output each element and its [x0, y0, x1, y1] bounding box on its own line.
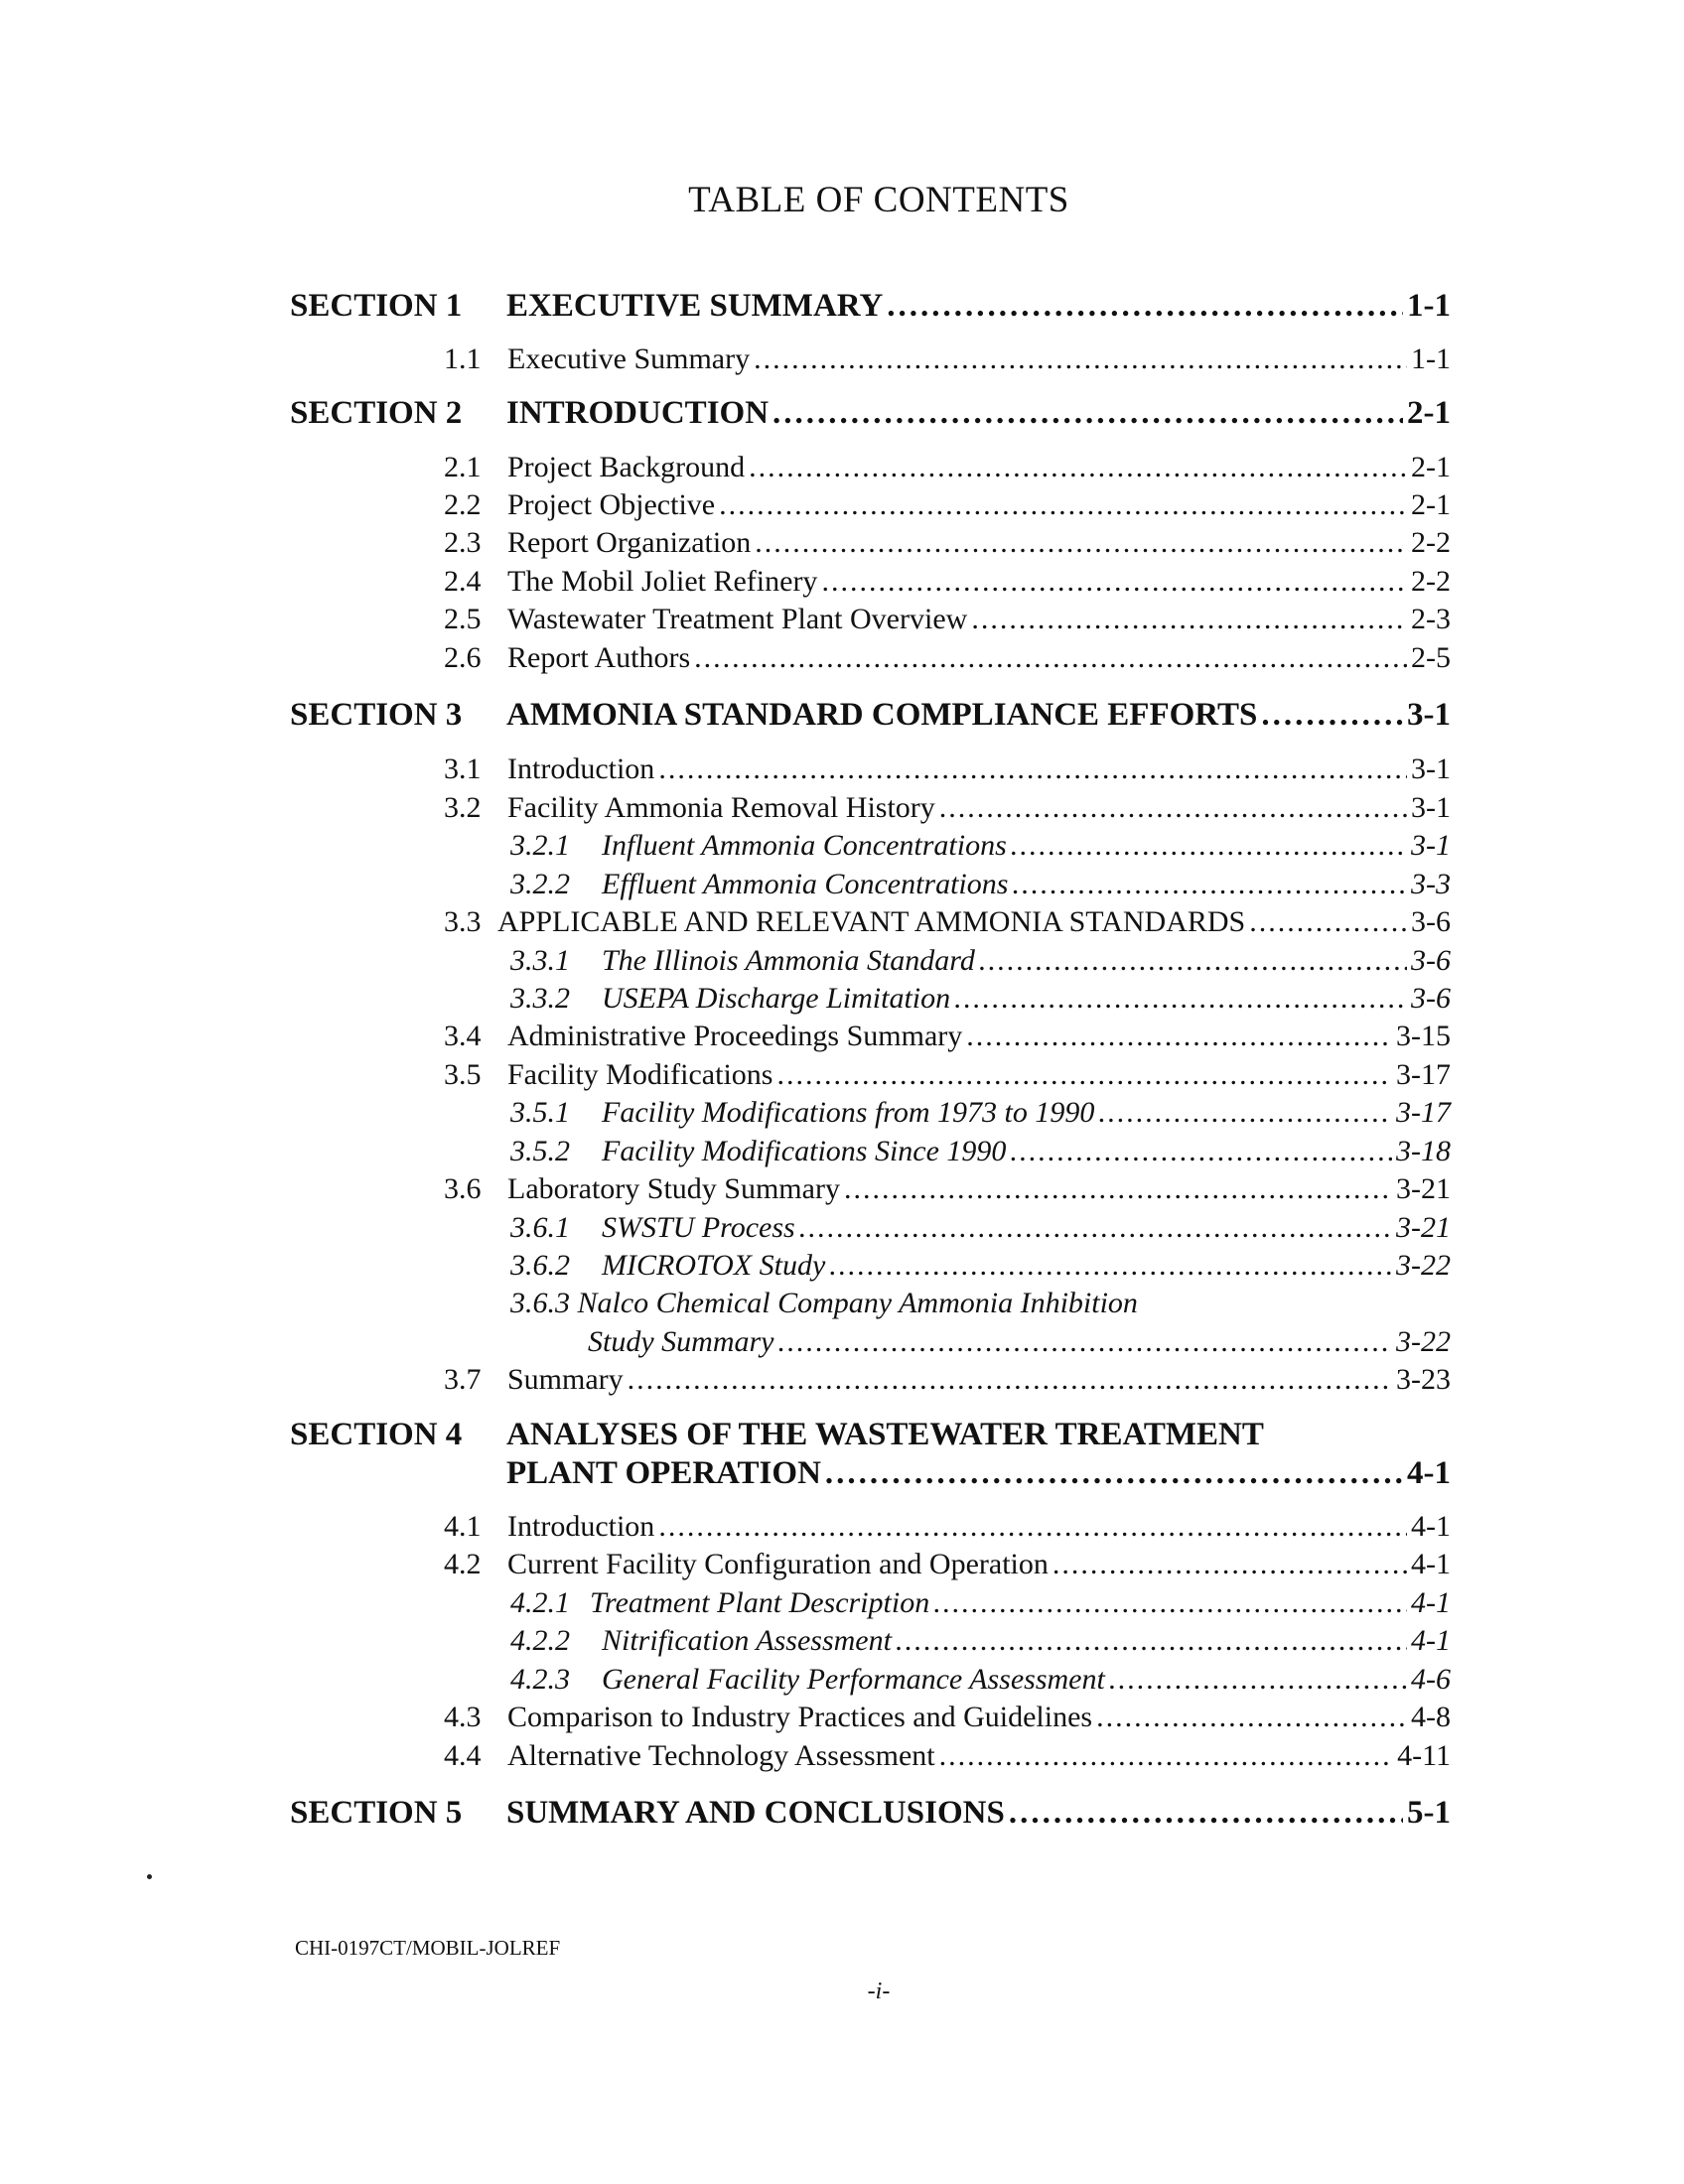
section-title-text: SUMMARY AND CONCLUSIONS [506, 1795, 1005, 1831]
page-ref: 1-1 [1411, 342, 1451, 375]
section-title-text: PLANT OPERATION [506, 1455, 821, 1491]
entry-number: 2.3 [444, 526, 482, 559]
toc-entry-4-1[interactable] [444, 1510, 1451, 1544]
entry-number: 3.2.2 [510, 868, 570, 900]
entry-text: Facility Modifications [507, 1058, 773, 1091]
entry-text: Project Background [507, 451, 746, 483]
dot-leader [1010, 1135, 1392, 1168]
entry-number: 3.2.1 [510, 829, 570, 862]
toc-entry-2-3[interactable] [444, 526, 1451, 560]
entry-text: Facility Modifications from 1973 to 1990 [602, 1096, 1095, 1129]
dot-leader [844, 1172, 1392, 1206]
dot-leader [755, 526, 1407, 560]
toc-entry-3-6-1[interactable] [510, 1211, 1451, 1245]
section-4-label: SECTION 4 [290, 1417, 463, 1452]
entry-text: USEPA Discharge Limitation [602, 982, 951, 1015]
toc-entry-3-2[interactable] [444, 791, 1451, 825]
toc-entry-4-3[interactable] [444, 1701, 1451, 1734]
document-code: CHI-0197CT/MOBIL-JOLREF [295, 1936, 561, 1960]
entry-text: Laboratory Study Summary [507, 1172, 840, 1205]
dot-leader [799, 1211, 1392, 1245]
entry-text: Administrative Proceedings Summary [507, 1020, 963, 1052]
entry-text: Nalco Chemical Company Ammonia Inhibition [577, 1287, 1138, 1319]
dot-leader [772, 395, 1403, 432]
section-3-label: SECTION 3 [290, 697, 463, 733]
entry-number: 2.4 [444, 565, 482, 598]
toc-entry-3-2-2[interactable] [510, 868, 1451, 901]
toc-entry-3-3-1[interactable] [510, 944, 1451, 978]
dot-leader [1109, 1663, 1407, 1697]
toc-entry-3-5-1[interactable] [510, 1096, 1451, 1130]
dot-leader [1011, 829, 1407, 863]
dot-leader [1012, 868, 1407, 901]
section-5-title[interactable] [506, 1795, 1451, 1832]
dot-leader [954, 982, 1407, 1016]
page-ref: 3-1 [1411, 829, 1451, 862]
entry-number: 3.3.1 [510, 944, 570, 977]
toc-entry-3-6-2[interactable] [510, 1249, 1451, 1283]
page-ref: 2-1 [1407, 395, 1451, 431]
section-1-label: SECTION 1 [290, 288, 463, 324]
toc-entry-3-2-1[interactable] [510, 829, 1451, 863]
page-ref: 3-1 [1407, 697, 1451, 733]
entry-text: Facility Ammonia Removal History [507, 791, 935, 824]
page-ref: 4-1 [1407, 1455, 1451, 1491]
page-ref: 1-1 [1407, 288, 1451, 324]
dot-leader [658, 1510, 1407, 1544]
stray-mark [147, 1874, 152, 1879]
page-ref: 4-1 [1411, 1548, 1451, 1580]
entry-number: 1.1 [444, 342, 482, 375]
dot-leader [939, 1739, 1394, 1773]
entry-number: 3.3.2 [510, 982, 570, 1015]
entry-number: 4.4 [444, 1739, 482, 1772]
entry-text: Facility Modifications Since 1990 [602, 1135, 1007, 1167]
toc-entry-3-3-2[interactable] [510, 982, 1451, 1016]
entry-text: General Facility Performance Assessment [602, 1663, 1105, 1696]
toc-entry-3-4[interactable] [444, 1020, 1451, 1053]
dot-leader [979, 944, 1407, 978]
toc-entry-3-6-3-line2[interactable] [588, 1325, 1451, 1359]
entry-number: 2.1 [444, 451, 482, 483]
entry-text: Introduction [507, 1510, 655, 1543]
toc-entry-4-2-2[interactable] [510, 1624, 1451, 1658]
page-ref: 3-6 [1411, 982, 1451, 1015]
entry-text: Study Summary [588, 1325, 774, 1358]
toc-entry-2-1[interactable] [444, 451, 1451, 484]
dot-leader [896, 1624, 1407, 1658]
toc-entry-2-2[interactable] [444, 488, 1451, 522]
section-4-title-line1: ANALYSES OF THE WASTEWATER TREATMENT [506, 1417, 1264, 1452]
dot-leader [933, 1586, 1407, 1620]
page-ref: 3-23 [1396, 1363, 1451, 1396]
page-ref: 4-1 [1411, 1624, 1451, 1657]
page-title: TABLE OF CONTENTS [688, 180, 1069, 220]
entry-number: 3.7 [444, 1363, 482, 1396]
dot-leader [829, 1249, 1392, 1283]
page-ref: 3-3 [1411, 868, 1451, 900]
page-ref: 2-1 [1411, 451, 1451, 483]
page-ref: 3-15 [1396, 1020, 1451, 1052]
toc-entry-3-1[interactable] [444, 752, 1451, 786]
toc-entry-2-5[interactable] [444, 603, 1451, 636]
toc-entry-4-4[interactable] [444, 1739, 1451, 1773]
dot-leader [749, 451, 1407, 484]
dot-leader [966, 1020, 1392, 1053]
dot-leader [1098, 1096, 1392, 1130]
page-ref: 3-1 [1411, 752, 1451, 785]
page-ref: 3-21 [1396, 1211, 1451, 1244]
dot-leader [777, 1325, 1392, 1359]
entry-text: APPLICABLE AND RELEVANT AMMONIA STANDARDS [497, 905, 1246, 938]
section-title-text: INTRODUCTION [506, 395, 770, 431]
entry-number: 4.2.1 [510, 1586, 570, 1619]
entry-text: Treatment Plant Description [590, 1586, 930, 1619]
page-ref: 2-5 [1411, 641, 1451, 674]
toc-entry-2-4[interactable] [444, 565, 1451, 599]
page-ref: 4-8 [1411, 1701, 1451, 1733]
toc-entry-3-7[interactable] [444, 1363, 1451, 1397]
page-ref: 4-6 [1411, 1663, 1451, 1696]
page-ref: 4-1 [1411, 1586, 1451, 1619]
entry-text: Alternative Technology Assessment [507, 1739, 935, 1772]
entry-number: 3.1 [444, 752, 482, 785]
dot-leader [887, 288, 1403, 325]
toc-entry-3-5[interactable] [444, 1058, 1451, 1092]
entry-text: Current Facility Configuration and Operation [507, 1548, 1049, 1580]
dot-leader [694, 641, 1407, 675]
dot-leader [1096, 1701, 1407, 1734]
toc-entry-4-2[interactable] [444, 1548, 1451, 1581]
section-2-label: SECTION 2 [290, 395, 463, 431]
dot-leader [1261, 697, 1403, 734]
entry-number: 3.6.3 [510, 1287, 570, 1319]
entry-text: Executive Summary [507, 342, 751, 375]
toc-entry-4-2-1[interactable] [510, 1586, 1451, 1620]
entry-number: 3.6 [444, 1172, 482, 1205]
page-ref: 2-3 [1411, 603, 1451, 635]
entry-number: 3.5.2 [510, 1135, 570, 1167]
entry-number: 3.4 [444, 1020, 482, 1052]
page-ref: 3-6 [1411, 905, 1451, 938]
entry-text: Project Objective [507, 488, 716, 521]
entry-number: 3.6.2 [510, 1249, 570, 1282]
dot-leader [821, 565, 1407, 599]
entry-number: 4.2.3 [510, 1663, 570, 1696]
entry-text: Introduction [507, 752, 655, 785]
page-ref: 2-1 [1411, 488, 1451, 521]
entry-text: MICROTOX Study [602, 1249, 826, 1282]
entry-text: Comparison to Industry Practices and Guidelines [507, 1701, 1093, 1733]
page-ref: 3-17 [1396, 1096, 1451, 1129]
entry-number: 4.2 [444, 1548, 482, 1580]
dot-leader [825, 1455, 1403, 1492]
page-ref: 3-22 [1396, 1325, 1451, 1358]
entry-number: 3.6.1 [510, 1211, 570, 1244]
toc-entry-3-3[interactable] [444, 905, 1451, 939]
entry-number: 3.3 [444, 905, 482, 938]
entry-text: Report Organization [507, 526, 752, 559]
toc-entry-1-1[interactable] [444, 342, 1451, 376]
dot-leader [1052, 1548, 1407, 1581]
section-2-title[interactable] [506, 395, 1451, 432]
toc-entry-3-6-3-line1[interactable] [510, 1287, 1138, 1320]
entry-text: The Mobil Joliet Refinery [507, 565, 818, 598]
section-title-text: EXECUTIVE SUMMARY [506, 288, 884, 324]
section-1-title[interactable] [506, 288, 1451, 325]
section-4-title[interactable] [506, 1455, 1451, 1492]
entry-number: 4.1 [444, 1510, 482, 1543]
dot-leader [971, 603, 1407, 636]
entry-number: 2.2 [444, 488, 482, 521]
toc-entry-4-2-3[interactable] [510, 1663, 1451, 1697]
page-ref: 2-2 [1411, 526, 1451, 559]
toc-entry-3-5-2[interactable] [510, 1135, 1451, 1168]
entry-number: 3.5.1 [510, 1096, 570, 1129]
page-ref: 3-1 [1411, 791, 1451, 824]
entry-text: Wastewater Treatment Plant Overview [507, 603, 968, 635]
entry-number: 4.3 [444, 1701, 482, 1733]
entry-number: 2.6 [444, 641, 482, 674]
page-ref: 2-2 [1411, 565, 1451, 598]
page-number: -i- [867, 1979, 891, 2004]
dot-leader [776, 1058, 1392, 1092]
dot-leader [1249, 905, 1407, 939]
page-ref: 5-1 [1407, 1795, 1451, 1831]
entry-number: 3.2 [444, 791, 482, 824]
page-ref: 3-21 [1396, 1172, 1451, 1205]
page-ref: 3-17 [1396, 1058, 1451, 1091]
page-ref: 4-1 [1411, 1510, 1451, 1543]
entry-text: Influent Ammonia Concentrations [602, 829, 1007, 862]
entry-number: 4.2.2 [510, 1624, 570, 1657]
entry-text: Summary [507, 1363, 624, 1396]
section-5-label: SECTION 5 [290, 1795, 463, 1831]
dot-leader [719, 488, 1407, 522]
entry-text: Report Authors [507, 641, 691, 674]
dot-leader [754, 342, 1407, 376]
page-ref: 3-18 [1396, 1135, 1451, 1167]
section-title-text: AMMONIA STANDARD COMPLIANCE EFFORTS [506, 697, 1258, 733]
entry-number: 3.5 [444, 1058, 482, 1091]
toc-entry-3-6[interactable] [444, 1172, 1451, 1206]
entry-text: SWSTU Process [602, 1211, 795, 1244]
dot-leader [658, 752, 1407, 786]
entry-text: Nitrification Assessment [602, 1624, 892, 1657]
entry-number: 2.5 [444, 603, 482, 635]
dot-leader [939, 791, 1407, 825]
dot-leader [628, 1363, 1392, 1397]
page-ref: 3-6 [1411, 944, 1451, 977]
section-3-title[interactable] [506, 697, 1451, 734]
toc-entry-2-6[interactable] [444, 641, 1451, 675]
page-ref: 3-22 [1396, 1249, 1451, 1282]
page-ref: 4-11 [1397, 1739, 1451, 1772]
dot-leader [1009, 1795, 1403, 1832]
entry-text: The Illinois Ammonia Standard [602, 944, 975, 977]
entry-text: Effluent Ammonia Concentrations [602, 868, 1009, 900]
